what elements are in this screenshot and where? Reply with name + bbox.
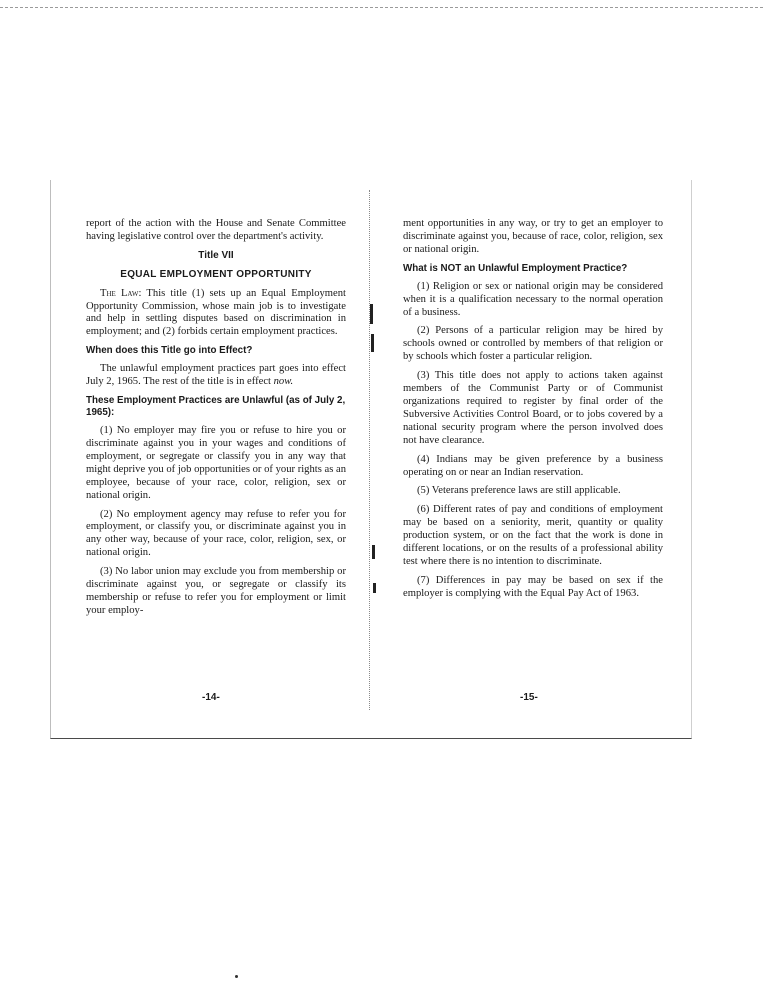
title-heading: Title VII bbox=[198, 249, 234, 261]
unlawful-item-2: (2) No employment agency may refuse to refer you for employment, or classify you, or discriminate against you in any other way, because of your race, color, religion, sex, or national origin. bbox=[86, 508, 346, 559]
left-continuation: report of the action with the House and Senate Committee having legislative control over the department's activity. bbox=[86, 218, 346, 242]
law-paragraph bbox=[86, 288, 346, 340]
scan-top-edge bbox=[0, 0, 763, 8]
effect-now: now. bbox=[273, 376, 294, 388]
page-gutter bbox=[369, 190, 370, 710]
gutter-mark-2 bbox=[371, 334, 374, 352]
gutter-mark-1 bbox=[370, 304, 373, 324]
left-page-number: -14- bbox=[202, 692, 220, 703]
heading-unlawful: These Employment Practices are Unlawful (as of July 2, 1965): bbox=[86, 395, 346, 419]
title-subheading: EQUAL EMPLOYMENT OPPORTUNITY bbox=[120, 268, 312, 280]
right-page-number: -15- bbox=[520, 692, 538, 703]
heading-effect: When does this Title go into Effect? bbox=[86, 345, 253, 357]
exception-item-1: (1) Religion or sex or national origin may be considered when it is a qualification necessary to the normal operation of a business. bbox=[403, 280, 663, 318]
right-page bbox=[403, 218, 663, 607]
exception-item-2: (2) Persons of a particular religion may be hired by schools owned or controlled by members of that religion or by schools which foster a particular religion. bbox=[403, 325, 663, 363]
scan-speck bbox=[235, 975, 238, 978]
unlawful-item-1: (1) No employer may fire you or refuse to hire you or discriminate against you in your wages and conditions of employment, or segregate or classify you in any way that might deprive you of job opportunities or of your rights as an employee, because of your race, color, religion, sex or national origin. bbox=[86, 425, 346, 501]
right-continuation: ment opportunities in any way, or try to get an employer to discriminate against you, because of race, color, religion, sex or national origin. bbox=[403, 218, 663, 255]
exception-item-7: (7) Differences in pay may be based on sex if the employer is complying with the Equal Pay Act of 1963. bbox=[403, 574, 663, 599]
exception-item-5: (5) Veterans preference laws are still applicable. bbox=[417, 485, 621, 497]
law-text: This title (1) sets up an Equal Employment Opportunity Commission, whose main job is to investigate and help in settling disputes based on discrimination in employment; and (2) forbids certain employment practices. bbox=[86, 287, 346, 338]
exception-item-4: (4) Indians may be given preference by a business operating on or near an Indian reservation. bbox=[403, 453, 663, 478]
left-page bbox=[86, 218, 346, 624]
effect-text: The unlawful employment practices part goes into effect July 2, 1965. The rest of the title is in effect bbox=[86, 363, 346, 388]
gutter-mark-4 bbox=[373, 583, 376, 593]
heading-not-unlawful: What is NOT an Unlawful Employment Practice? bbox=[403, 262, 628, 274]
law-label: The Law: bbox=[100, 287, 142, 299]
effect-paragraph bbox=[86, 363, 346, 389]
gutter-mark-3 bbox=[372, 545, 375, 559]
exception-item-6: (6) Different rates of pay and conditions of employment may be based on a seniority, merit, quantity or quality production system, or on the fact that the work is done in different locations, or on the results of a professional ability test where there is no intention to discriminate. bbox=[403, 504, 663, 567]
unlawful-item-3: (3) No labor union may exclude you from membership or discriminate against you, or segregate or classify its membership or refuse to refer you for employment or limit your employ- bbox=[86, 566, 346, 616]
exception-item-3: (3) This title does not apply to actions taken against members of the Communist Party or of Communist organizations required to register by final order of the Subversive Activities Control Board, or to jobs covered by a national security program where the person involved does not have clearance. bbox=[403, 370, 663, 446]
